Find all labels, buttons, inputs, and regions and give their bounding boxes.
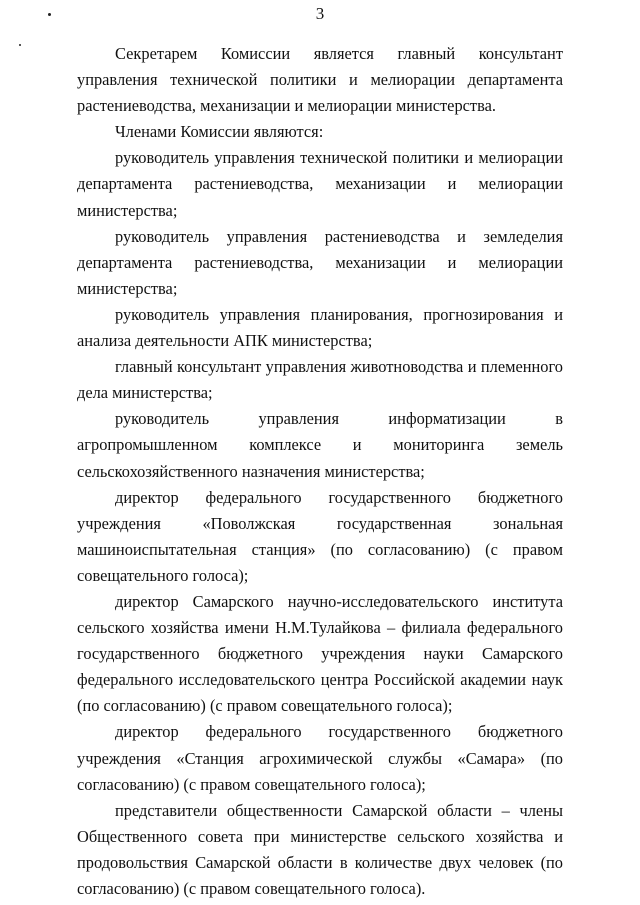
- paragraph-members-heading: Членами Комиссии являются:: [115, 122, 324, 142]
- paragraph-member: руководитель управления растениеводства и земледелия департамента растениеводства, механизации и мелиорации министерства;: [77, 226, 563, 298]
- paragraph-member: руководитель управления планирования, прогнозирования и анализа деятельности АПК министерства;: [77, 304, 563, 351]
- paragraph-member: директор федерального государственного бюджетного учреждения «Поволжская государственная зональная машиноиспытательная станция» (по согласованию) (с правом совещательного голоса);: [77, 487, 563, 585]
- paragraph-member: директор федерального государственного бюджетного учреждения «Станция агрохимической службы «Самара» (по согласованию) (с правом совещательного голоса);: [77, 722, 563, 794]
- scan-speck: [19, 44, 21, 46]
- scan-speck: [48, 13, 51, 16]
- document-body: [77, 41, 563, 902]
- paragraph-member: руководитель управления технической политики и мелиорации департамента растениеводства, механизации и мелиорации министерства;: [77, 148, 563, 220]
- page-number: 3: [315, 4, 325, 23]
- paragraph-member: директор Самарского научно-исследовательского института сельского хозяйства имени Н.М.Тулайкова – филиала федерального государственного бюджетного учреждения науки Самарского федерального исследовательского центра Российской академии наук (по согласованию) (с правом совещательного голоса);: [77, 591, 563, 716]
- paragraph-member: представители общественности Самарской области – члены Общественного совета при министерстве сельского хозяйства и продовольствия Самарской области в количестве двух человек (по согласованию) (с правом совещательного голоса).: [77, 800, 563, 898]
- paragraph-secretary: Секретарем Комиссии является главный консультант управления технической политики и мелиорации департамента растениеводства, механизации и мелиорации министерства.: [77, 44, 563, 116]
- paragraph-member: руководитель управления информатизации в агропромышленном комплексе и мониторинга земель сельскохозяйственного назначения министерства;: [77, 409, 563, 481]
- paragraph-member: главный консультант управления животноводства и племенного дела министерства;: [77, 357, 563, 403]
